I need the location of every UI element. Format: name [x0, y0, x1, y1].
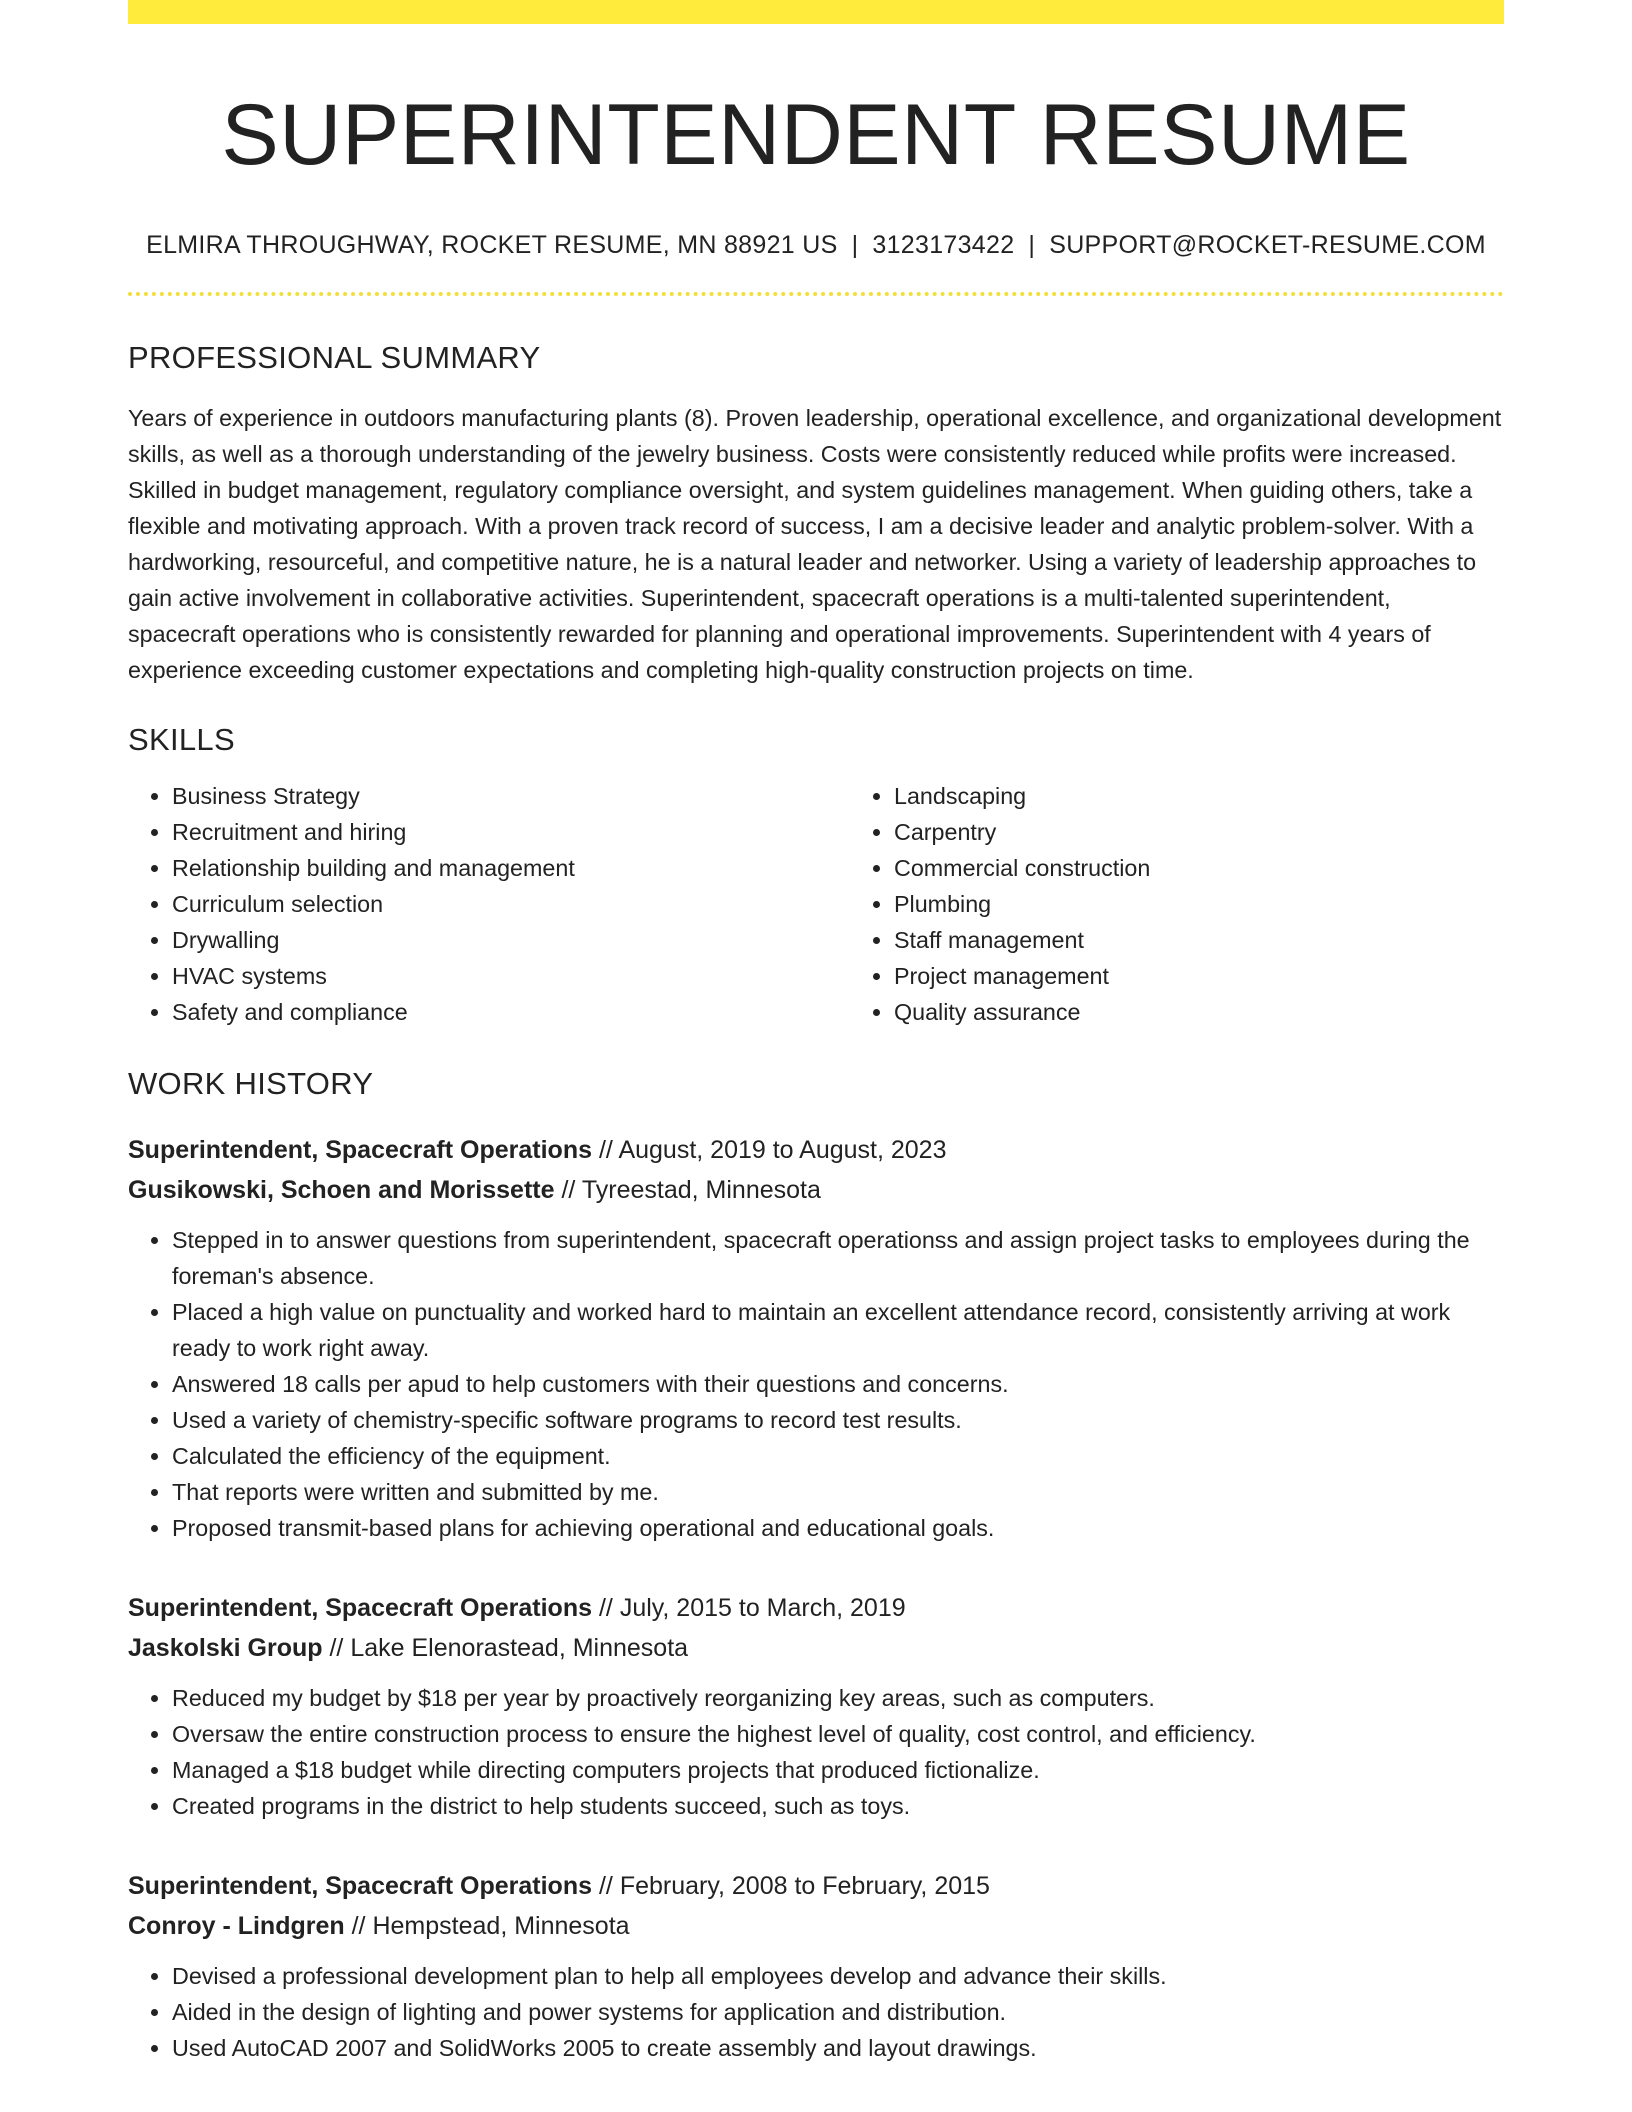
job-bullet: • Used a variety of chemistry-specific software programs to record test results. [172, 1402, 1504, 1438]
job-company-line [128, 1628, 1504, 1668]
job-entry [128, 1130, 1504, 1546]
job-company: Gusikowski, Schoen and Morissette [128, 1176, 555, 1205]
skill-item: • Recruitment and hiring [172, 814, 850, 850]
job-bullet: • Stepped in to answer questions from superintendent, spacecraft operationss and assign project tasks to employees during the foreman's absence. [172, 1222, 1504, 1294]
skill-item: • Business Strategy [172, 778, 850, 814]
job-bullet: • Oversaw the entire construction process to ensure the highest level of quality, cost control, and efficiency. [172, 1716, 1504, 1752]
resume-page [128, 0, 1504, 2066]
job-company: Jaskolski Group [128, 1634, 323, 1663]
skill-item: • Landscaping [894, 778, 1504, 814]
skill-item: • Plumbing [894, 886, 1504, 922]
job-separator: // [561, 1176, 576, 1205]
job-bullet: • Used AutoCAD 2007 and SolidWorks 2005 to create assembly and layout drawings. [172, 2030, 1504, 2066]
job-bullet: • Reduced my budget by $18 per year by proactively reorganizing key areas, such as computers. [172, 1680, 1504, 1716]
job-bullets [128, 1958, 1504, 2066]
job-bullet: • Placed a high value on punctuality and worked hard to maintain an excellent attendance record, consistently arriving at work ready to work right away. [172, 1294, 1504, 1366]
skill-item: • Curriculum selection [172, 886, 850, 922]
skills-column-right [850, 778, 1504, 1030]
skill-item: • Drywalling [172, 922, 850, 958]
work-history-heading: WORK HISTORY [128, 1066, 374, 1102]
contact-email: SUPPORT@ROCKET-RESUME.COM [1049, 231, 1486, 260]
accent-bar [128, 0, 1504, 24]
job-separator: // [351, 1912, 366, 1941]
summary-text: Years of experience in outdoors manufacturing plants (8). Proven leadership, operational excellence, and organizational development skills, as well as a thorough understanding of the jewelry business. Costs were consistently reduced while profits were increased. Skilled in budget management, regulatory compliance oversight, and system guidelines management. When guiding others, take a flexible and motivating approach. With a proven track record of success, I am a decisive leader and analytic problem-solver. With a hardworking, resourceful, and competitive nature, he is a natural leader and networker. Using a variety of leadership approaches to gain active involvement in collaborative activities. Superintendent, spacecraft operations is a multi-talented superintendent, spacecraft operations who is consistently rewarded for planning and operational improvements. Superintendent with 4 years of experience exceeding customer expectations and completing high-quality construction projects on time. [128, 405, 1502, 684]
job-bullet: • Managed a $18 budget while directing computers projects that produced fictionalize. [172, 1752, 1504, 1788]
job-title: Superintendent, Spacecraft Operations [128, 1594, 592, 1623]
job-entry [128, 1588, 1504, 1824]
job-title: Superintendent, Spacecraft Operations [128, 1136, 592, 1165]
dotted-divider [128, 292, 1504, 296]
job-title-line [128, 1866, 1504, 1906]
job-dates: August, 2019 to August, 2023 [618, 1136, 947, 1165]
job-dates: February, 2008 to February, 2015 [619, 1872, 990, 1901]
job-bullet: • Created programs in the district to help students succeed, such as toys. [172, 1788, 1504, 1824]
job-location: Lake Elenorastead, Minnesota [350, 1634, 689, 1663]
job-title-line [128, 1588, 1504, 1628]
job-bullet: • That reports were written and submitted by me. [172, 1474, 1504, 1510]
job-bullets [128, 1680, 1504, 1824]
contact-separator: | [1028, 231, 1036, 260]
skill-item: • Relationship building and management [172, 850, 850, 886]
job-bullets [128, 1222, 1504, 1546]
job-separator: // [598, 1594, 613, 1623]
job-title: Superintendent, Spacecraft Operations [128, 1872, 592, 1901]
contact-line [128, 231, 1504, 260]
skill-item: • Safety and compliance [172, 994, 850, 1030]
skill-item: • Project management [894, 958, 1504, 994]
contact-separator: | [851, 231, 859, 260]
job-entry [128, 1866, 1504, 2066]
contact-address: ELMIRA THROUGHWAY, ROCKET RESUME, MN 88921 US [146, 231, 838, 260]
job-bullet: • Calculated the efficiency of the equipment. [172, 1438, 1504, 1474]
job-bullet: • Devised a professional development plan to help all employees develop and advance their skills. [172, 1958, 1504, 1994]
job-company-line [128, 1906, 1504, 1946]
job-separator: // [598, 1872, 613, 1901]
job-bullet: • Proposed transmit-based plans for achieving operational and educational goals. [172, 1510, 1504, 1546]
skill-item: • HVAC systems [172, 958, 850, 994]
skill-item: • Carpentry [894, 814, 1504, 850]
skills-column-left [128, 778, 850, 1030]
skill-item: • Staff management [894, 922, 1504, 958]
skills-heading: SKILLS [128, 722, 235, 758]
job-separator: // [598, 1136, 613, 1165]
contact-phone: 3123173422 [872, 231, 1015, 260]
job-separator: // [329, 1634, 344, 1663]
job-location: Hempstead, Minnesota [372, 1912, 630, 1941]
job-location: Tyreestad, Minnesota [581, 1176, 821, 1205]
job-company: Conroy - Lindgren [128, 1912, 345, 1941]
summary-heading: PROFESSIONAL SUMMARY [128, 340, 541, 376]
job-bullet: • Aided in the design of lighting and power systems for application and distribution. [172, 1994, 1504, 2030]
work-history-list [128, 1130, 1504, 2066]
job-bullet: • Answered 18 calls per apud to help customers with their questions and concerns. [172, 1366, 1504, 1402]
job-dates: July, 2015 to March, 2019 [619, 1594, 906, 1623]
skills-list [128, 778, 1504, 1030]
resume-title: SUPERINTENDENT RESUME [221, 87, 1411, 183]
skill-item: • Commercial construction [894, 850, 1504, 886]
job-company-line [128, 1170, 1504, 1210]
job-title-line [128, 1130, 1504, 1170]
skill-item: • Quality assurance [894, 994, 1504, 1030]
